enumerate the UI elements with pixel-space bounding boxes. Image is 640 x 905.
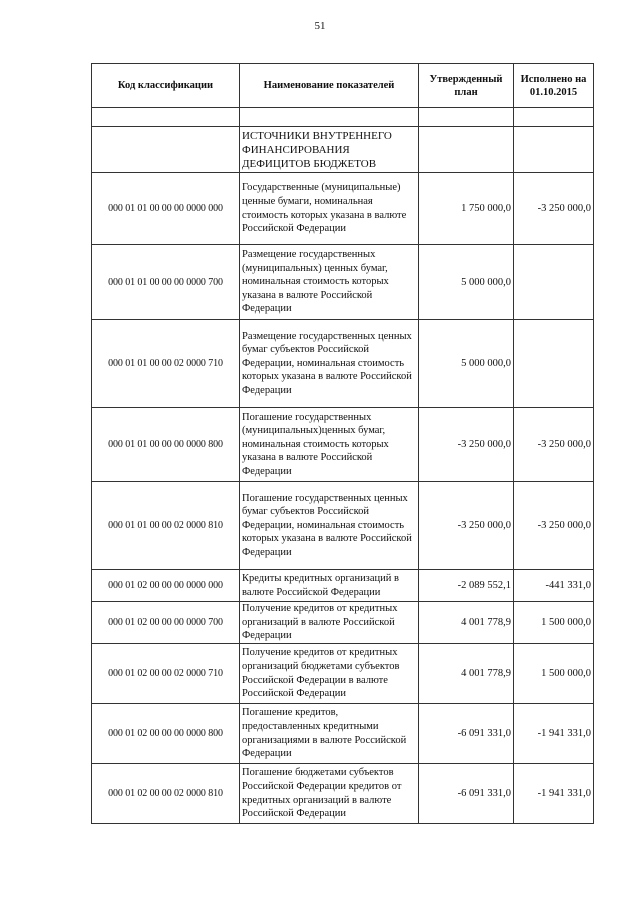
row-code: 000 01 02 00 00 02 0000 810 [92, 764, 240, 824]
row-code: 000 01 01 00 00 02 0000 810 [92, 482, 240, 570]
row-done: -3 250 000,0 [514, 408, 594, 482]
row-code: 000 01 01 00 00 00 0000 800 [92, 408, 240, 482]
section-title: ИСТОЧНИКИ ВНУТРЕННЕГО ФИНАНСИРОВАНИЯ ДЕФИЦИТОВ БЮДЖЕТОВ [240, 127, 419, 173]
header-code: Код классификации [92, 64, 240, 108]
row-plan: -2 089 552,1 [419, 570, 514, 602]
row-done: 1 500 000,0 [514, 644, 594, 704]
budget-table [91, 63, 594, 824]
row-done: 1 500 000,0 [514, 602, 594, 644]
row-plan: 4 001 778,9 [419, 602, 514, 644]
row-name: Погашение кредитов, предоставленных кредитными организациями в валюте Российской Федерации [240, 704, 419, 764]
table-row [92, 644, 594, 704]
row-plan: 4 001 778,9 [419, 644, 514, 704]
row-done: -441 331,0 [514, 570, 594, 602]
table-row [92, 704, 594, 764]
row-done: -3 250 000,0 [514, 173, 594, 245]
table-row [92, 320, 594, 408]
row-name: Кредиты кредитных организаций в валюте Российской Федерации [240, 570, 419, 602]
row-code: 000 01 01 00 00 00 0000 000 [92, 173, 240, 245]
row-done: -3 250 000,0 [514, 482, 594, 570]
table-row [92, 245, 594, 320]
table-row [92, 173, 594, 245]
row-done: -1 941 331,0 [514, 764, 594, 824]
row-plan: -3 250 000,0 [419, 482, 514, 570]
row-plan: 5 000 000,0 [419, 245, 514, 320]
spacer-row [92, 108, 594, 127]
section-row [92, 127, 594, 173]
row-plan: -3 250 000,0 [419, 408, 514, 482]
row-name: Погашение бюджетами субъектов Российской Федерации кредитов от кредитных организаций в валюте Российской Федерации [240, 764, 419, 824]
row-name: Погашение государственных (муниципальных)ценных бумаг, номинальная стоимость которых указана в валюте Российской Федерации [240, 408, 419, 482]
row-done [514, 245, 594, 320]
row-code: 000 01 02 00 00 00 0000 800 [92, 704, 240, 764]
row-code: 000 01 01 00 00 00 0000 700 [92, 245, 240, 320]
header-done: Исполнено на 01.10.2015 [514, 64, 594, 108]
row-name: Размещение государственных ценных бумаг субъектов Российской Федерации, номинальная стоимость которых указана в валюте Российской Федерации [240, 320, 419, 408]
row-name: Получение кредитов от кредитных организаций в валюте Российской Федерации [240, 602, 419, 644]
table-row [92, 408, 594, 482]
table-row [92, 482, 594, 570]
row-code: 000 01 02 00 00 00 0000 700 [92, 602, 240, 644]
row-name: Получение кредитов от кредитных организаций бюджетами субъектов Российской Федерации в валюте Российской Федерации [240, 644, 419, 704]
row-plan: -6 091 331,0 [419, 704, 514, 764]
row-code: 000 01 02 00 00 00 0000 000 [92, 570, 240, 602]
row-name: Государственные (муниципальные) ценные бумаги, номинальная стоимость которых указана в валюте Российской Федерации [240, 173, 419, 245]
row-done [514, 320, 594, 408]
row-plan: 5 000 000,0 [419, 320, 514, 408]
table-row [92, 602, 594, 644]
header-plan: Утвержденный план [419, 64, 514, 108]
page-number: 51 [314, 20, 326, 32]
row-name: Погашение государственных ценных бумаг субъектов Российской Федерации, номинальная стоимость которых указана в валюте Российской Федерации [240, 482, 419, 570]
row-name: Размещение государственных (муниципальных) ценных бумаг, номинальная стоимость которых указана в валюте Российской Федерации [240, 245, 419, 320]
table-row [92, 570, 594, 602]
row-plan: -6 091 331,0 [419, 764, 514, 824]
header-name: Наименование показателей [240, 64, 419, 108]
row-plan: 1 750 000,0 [419, 173, 514, 245]
row-done: -1 941 331,0 [514, 704, 594, 764]
table-row [92, 764, 594, 824]
row-code: 000 01 01 00 00 02 0000 710 [92, 320, 240, 408]
row-code: 000 01 02 00 00 02 0000 710 [92, 644, 240, 704]
table-header-row [92, 64, 594, 108]
